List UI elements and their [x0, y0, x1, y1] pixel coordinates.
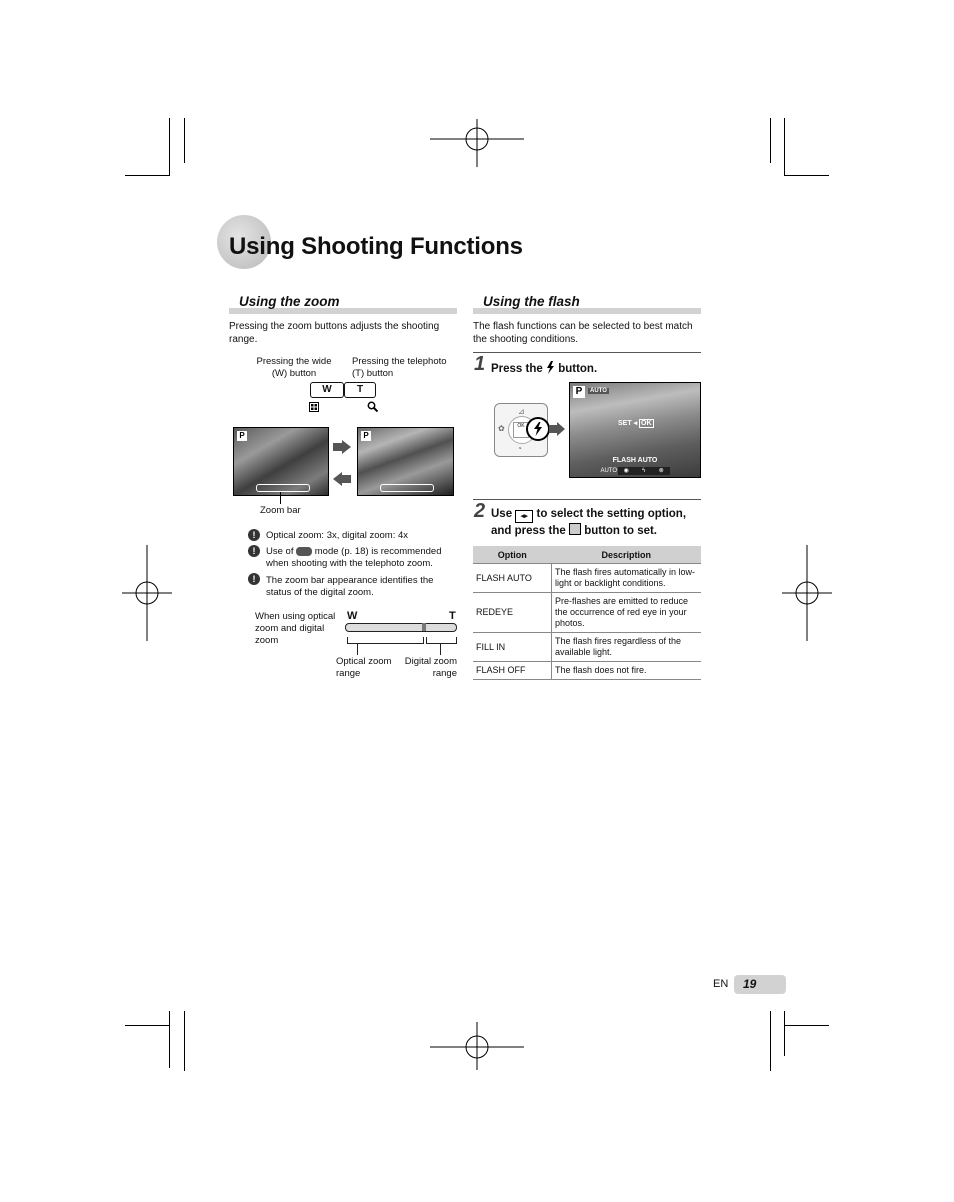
note-scene-mode: Use of mode (p. 18) is recommended when shooting with the telephoto zoom. [266, 546, 442, 569]
flash-intro: The flash functions can be selected to best match the shooting conditions. [473, 321, 693, 345]
section-heading-flash: Using the flash [473, 296, 701, 314]
flash-button[interactable] [526, 417, 550, 441]
notice-icon: ! [248, 545, 260, 557]
exposure-icon: ⊿ [518, 407, 525, 416]
digital-range-label: Digital zoom range [404, 656, 457, 679]
page-number: 19 [743, 977, 757, 991]
notice-icon: ! [248, 529, 260, 541]
wide-grid-icon [309, 402, 319, 412]
optical-range-label: Optical zoom range [336, 656, 392, 679]
t-zoom-button[interactable]: T [344, 382, 376, 398]
bar-w-label: W [347, 610, 358, 622]
flash-screen: P AUTO SET ◂ OK FLASH AUTO AUTO ◉ ϟ ⊗ [569, 382, 701, 478]
flash-icon [546, 361, 555, 374]
screen-mode-name: FLASH AUTO [612, 457, 658, 464]
screen-set-ok: SET ◂ OK [618, 420, 652, 427]
table-row: FILL IN The flash fires regardless of the available light. [473, 633, 701, 662]
self-timer-icon: ◔ [517, 444, 522, 453]
lcd-wide-view: P [233, 427, 329, 496]
registration-mark-left [122, 545, 172, 641]
magnifier-icon [367, 401, 378, 412]
screen-option-strip: AUTO ◉ ϟ ⊗ [600, 467, 670, 475]
macro-icon: ✿ [498, 424, 505, 433]
step-1-number: 1 [474, 353, 486, 375]
note-zoom-bar: The zoom bar appearance identifies the status of the digital zoom. [266, 575, 434, 598]
bar-t-label: T [449, 610, 456, 622]
registration-mark-right [782, 545, 832, 641]
w-zoom-button[interactable]: W [310, 382, 344, 398]
step-2-number: 2 [474, 500, 486, 522]
registration-mark-bottom [430, 1022, 524, 1072]
step-1-text: Press the button. [491, 363, 598, 375]
lcd-tele-view: P [357, 427, 454, 496]
notice-icon: ! [248, 573, 260, 585]
arrow-right-icon [549, 422, 565, 436]
zoom-bar-caption: When using optical zoom and digital zoom [255, 611, 336, 646]
page-title: Using Shooting Functions [229, 233, 523, 260]
table-row: FLASH AUTO The flash fires automatically in low-light or backlight conditions. [473, 564, 701, 593]
tele-button-label: Pressing the telephoto (T) button [352, 356, 447, 379]
zoom-bar-label: Zoom bar [260, 505, 301, 516]
flash-options-table [473, 546, 701, 680]
registration-mark-top [430, 117, 524, 167]
arrow-right-icon [333, 440, 351, 454]
page-lang: EN [713, 978, 729, 990]
table-header-description: Description [552, 546, 702, 564]
wide-button-label: Pressing the wide (W) button [256, 356, 332, 379]
flash-icon [528, 419, 548, 439]
note-zoom-ratio: Optical zoom: 3x, digital zoom: 4x [266, 530, 409, 541]
page-number-box [734, 975, 786, 994]
left-right-arrows-icon: ◂▸ [515, 510, 533, 523]
camera-arrow-pad: OK ⊿ ✿ ◔ [494, 403, 548, 457]
section-heading-zoom: Using the zoom [229, 296, 457, 314]
table-header-option: Option [473, 546, 552, 564]
step-2-text: Use ◂▸ to select the setting option, and press the button to set. [491, 508, 687, 537]
arrow-left-icon [333, 472, 351, 486]
zoom-intro: Pressing the zoom buttons adjusts the shooting range. [229, 321, 440, 345]
table-row: FLASH OFF The flash does not fire. [473, 662, 701, 680]
table-row: REDEYE Pre-flashes are emitted to reduce the occurrence of red eye in your photos. [473, 593, 701, 633]
ok-button-icon [569, 523, 581, 535]
scene-mode-icon [296, 547, 312, 556]
zoom-bar-diagram [345, 623, 457, 632]
